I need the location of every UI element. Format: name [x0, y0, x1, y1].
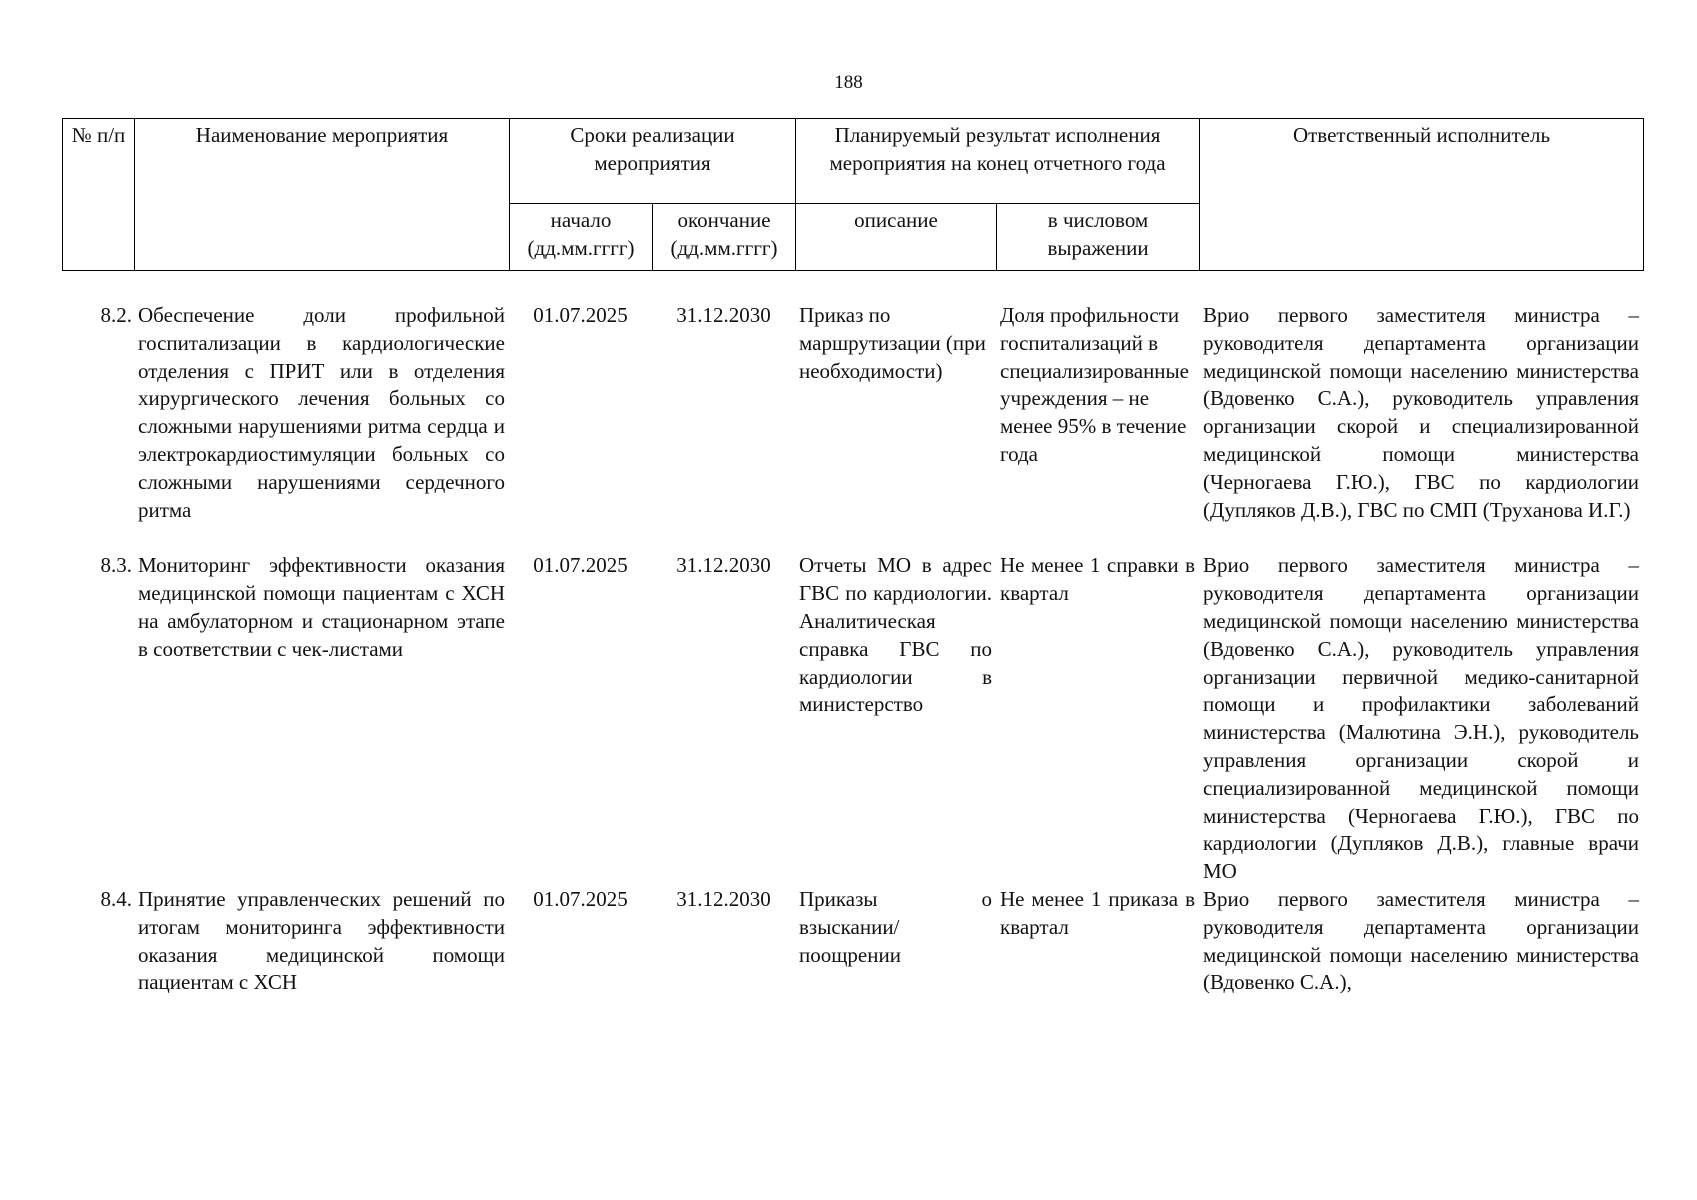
- row-description: Приказы о взыскании/поощрении: [799, 886, 992, 967]
- row-responsible: Врио первого заместителя министра – руководителя департамента организации медицинской помощи населению министерства (Вдовенко С.А.), руководитель управления организации скорой и специализированной медицинской помощи министерства (Черногаева Г.Ю.), ГВС по кардиологии (Дупляков Д.В.), ГВС по СМП (Труханова И.Г.): [1203, 303, 1639, 522]
- header-numeric: в числовом выражении: [997, 204, 1200, 271]
- header-terms: Сроки реализации мероприятия: [510, 119, 796, 204]
- header-responsible: Ответственный исполнитель: [1200, 119, 1644, 271]
- row-name: Принятие управленческих решений по итогам мониторинга эффективности оказания медицинской помощи пациентам с ХСН: [138, 886, 505, 995]
- table-header: [62, 118, 1644, 271]
- row-responsible: Врио первого заместителя министра – руководителя департамента организации медицинской помощи населению министерства (Вдовенко С.А.), руководитель управления организации первичной медико-санитарной помощи и профилактики заболеваний министерства (Малютина Э.Н.), руководитель управления организации скорой и специализированной медицинской помощи министерства (Черногаева Г.Ю.), ГВС по кардиологии (Дупляков Д.В.), главные врачи МО: [1203, 553, 1639, 884]
- row-description: Приказ по маршрутизации (при необходимости): [799, 303, 986, 383]
- header-end: окончание (дд.мм.гггг): [653, 204, 796, 271]
- table-body: [62, 302, 1643, 997]
- row-num: 8.4.: [100, 886, 132, 911]
- row-responsible: Врио первого заместителя министра – руководителя департамента организации медицинской помощи населению министерства (Вдовенко С.А.),: [1203, 886, 1639, 995]
- row-name: Мониторинг эффективности оказания медицинской помощи пациентам с ХСН на амбулаторном и стационарном этапе в соответствии с чек-листами: [138, 553, 505, 661]
- header-description: описание: [796, 204, 997, 271]
- header-result: Планируемый результат исполнения мероприятия на конец отчетного года: [796, 119, 1200, 204]
- row-end: 31.12.2030: [676, 553, 771, 578]
- row-end: 31.12.2030: [676, 303, 771, 327]
- row-start: 01.07.2025: [533, 886, 628, 911]
- row-end: 31.12.2030: [676, 886, 771, 911]
- header-num: № п/п: [63, 119, 135, 271]
- row-description: Отчеты МО в адрес ГВС по кардиологии. Аналитическая справка ГВС по кардиологии в министерство: [799, 553, 992, 717]
- table-row: [62, 302, 1643, 524]
- row-numeric: Не менее 1 справки в квартал: [1000, 553, 1195, 606]
- page-number: 188: [834, 72, 863, 93]
- table-row: [62, 552, 1643, 886]
- table-row: [62, 886, 1643, 997]
- row-start: 01.07.2025: [533, 303, 628, 327]
- header-name: Наименование мероприятия: [135, 119, 510, 271]
- row-numeric: Не менее 1 приказа в квартал: [1000, 886, 1195, 939]
- row-num: 8.2.: [100, 303, 132, 327]
- header-start: начало (дд.мм.гггг): [510, 204, 653, 271]
- row-name: Обеспечение доли профильной госпитализации в кардиологические отделения с ПРИТ или в отделения хирургического лечения больных со сложными нарушениями ритма сердца и электрокардиостимуляции больных со сложными нарушениями сердечного ритма: [138, 303, 505, 522]
- row-numeric: Доля профильности госпитализаций в специализированные учреждения – не менее 95% в течение года: [1000, 303, 1189, 466]
- row-start: 01.07.2025: [533, 553, 628, 578]
- row-num: 8.3.: [100, 553, 132, 578]
